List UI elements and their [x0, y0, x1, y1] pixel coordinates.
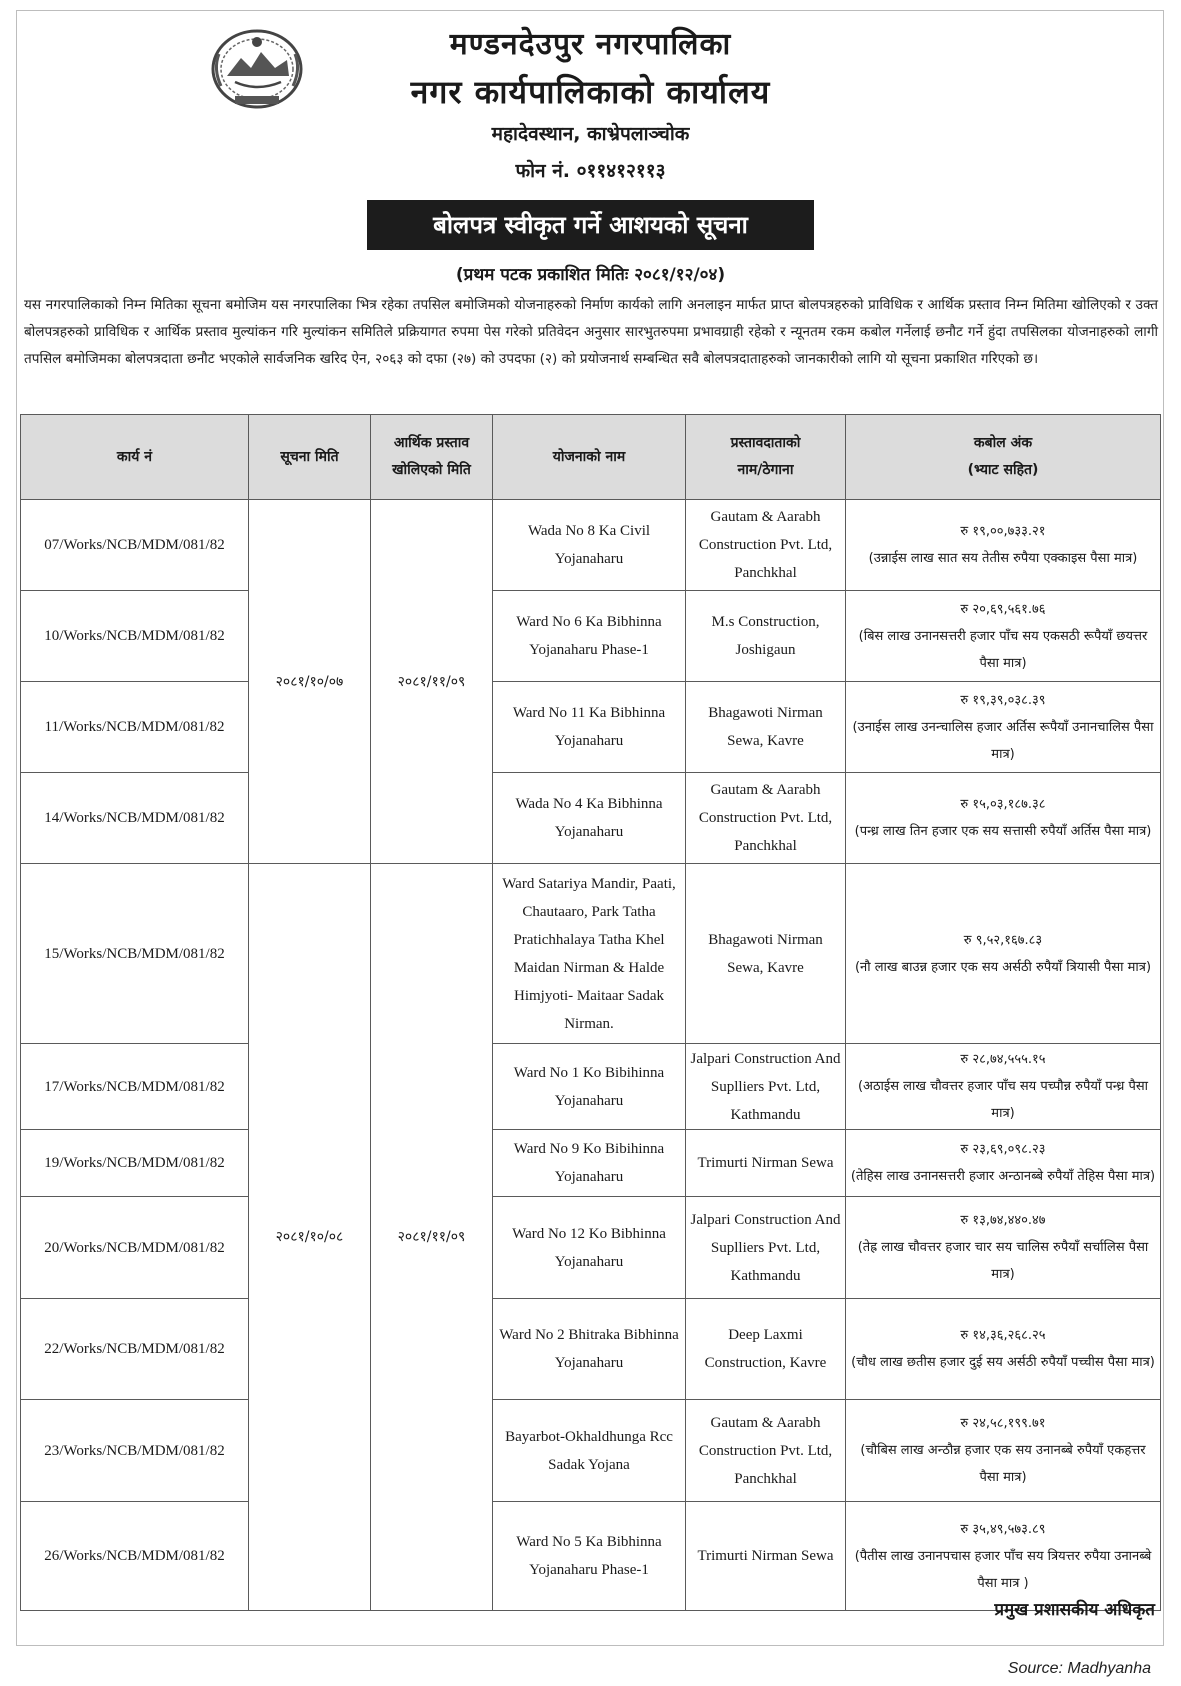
open-date: २०८१/११/०९ — [371, 864, 493, 1611]
bidder: Gautam & Aarabh Construction Pvt. Ltd, Panchkhal — [686, 1400, 846, 1502]
bidder: Trimurti Nirman Sewa — [686, 1130, 846, 1197]
col-open-date: आर्थिक प्रस्ताव खोलिएको मिति — [371, 415, 493, 500]
project-name: Ward No 2 Bhitraka Bibhinna Yojanaharu — [493, 1299, 686, 1400]
table-row — [21, 1044, 1161, 1130]
table-row — [21, 682, 1161, 773]
notice-title: बोलपत्र स्वीकृत गर्ने आशयको सूचना — [367, 200, 814, 250]
published-date: (प्रथम पटक प्रकाशित मितिः २०८१/१२/०४) — [455, 265, 726, 285]
col-project: योजनाको नाम — [493, 415, 686, 500]
notice-date: २०८१/१०/०७ — [249, 500, 371, 864]
col-amount: कबोल अंक (भ्याट सहित) — [846, 415, 1161, 500]
work-no: 15/Works/NCB/MDM/081/82 — [21, 864, 249, 1044]
signature-title: प्रमुख प्रशासकीय अधिकृत — [994, 1600, 1155, 1620]
project-name: Wada No 8 Ka Civil Yojanaharu — [493, 500, 686, 591]
bidder: Bhagawoti Nirman Sewa, Kavre — [686, 682, 846, 773]
table-row — [21, 591, 1161, 682]
col-bidder: प्रस्तावदाताको नाम/ठेगाना — [686, 415, 846, 500]
work-no: 26/Works/NCB/MDM/081/82 — [21, 1502, 249, 1611]
bid-amount: रु २८,७४,५५५.१५ (अठाईस लाख चौवत्तर हजार पाँच सय पच्पौन्न रुपैयाँ पन्ध्र पैसा मात्र) — [846, 1044, 1161, 1130]
bid-amount: रु १३,७४,४४०.४७ (तेह्र लाख चौवत्तर हजार चार सय चालिस रुपैयाँ सर्चालिस पैसा मात्र) — [846, 1197, 1161, 1299]
table-row — [21, 1400, 1161, 1502]
project-name: Ward Satariya Mandir, Paati, Chautaaro, Park Tatha Pratichhalaya Tatha Khel Maidan Nirman & Halde Himjyoti- Maitaar Sadak Nirman. — [493, 864, 686, 1044]
office-name: नगर कार्यपालिकाको कार्यालय — [410, 73, 771, 111]
source-credit: Source: Madhyanha — [1007, 1660, 1151, 1677]
bidder: Bhagawoti Nirman Sewa, Kavre — [686, 864, 846, 1044]
bid-amount: रु २४,५८,१९९.७१ (चौबिस लाख अन्ठौन्न हजार एक सय उनानब्बे रुपैयाँ एकहत्तर पैसा मात्र) — [846, 1400, 1161, 1502]
table-row — [21, 500, 1161, 591]
office-phone: फोन नं. ०११४१२११३ — [515, 160, 666, 182]
work-no: 07/Works/NCB/MDM/081/82 — [21, 500, 249, 591]
bid-amount: रु १४,३६,२६८.२५ (चौध लाख छतीस हजार दुई सय अर्सठी रुपैयाँ पच्चीस पैसा मात्र) — [846, 1299, 1161, 1400]
bid-amount: रु ९,५२,१६७.८३ (नौ लाख बाउन्न हजार एक सय अर्सठी रुपैयाँ त्रियासी पैसा मात्र) — [846, 864, 1161, 1044]
project-name: Bayarbot-Okhaldhunga Rcc Sadak Yojana — [493, 1400, 686, 1502]
bidder: Deep Laxmi Construction, Kavre — [686, 1299, 846, 1400]
table-row — [21, 864, 1161, 1044]
table-row — [21, 1130, 1161, 1197]
table-row — [21, 1299, 1161, 1400]
work-no: 14/Works/NCB/MDM/081/82 — [21, 773, 249, 864]
notice-date: २०८१/१०/०८ — [249, 864, 371, 1611]
open-date: २०८१/११/०९ — [371, 500, 493, 864]
table-row — [21, 1502, 1161, 1611]
bid-table — [20, 414, 1161, 1611]
project-name: Ward No 9 Ko Bibihinna Yojanaharu — [493, 1130, 686, 1197]
bidder: M.s Construction, Joshigaun — [686, 591, 846, 682]
bid-amount: रु १९,३९,०३८.३९ (उनाईस लाख उनन्चालिस हजार अर्तिस रूपैयाँ उनानचालिस पैसा मात्र) — [846, 682, 1161, 773]
project-name: Wada No 4 Ka Bibhinna Yojanaharu — [493, 773, 686, 864]
notice-body: यस नगरपालिकाको निम्न मितिका सूचना बमोजिम यस नगरपालिका भित्र रहेका तपसिल बमोजिमको योजनाहरुको निर्माण कार्यको लागि अनलाइन मार्फत प्राप्त बोलपत्रहरुको प्राविधिक र आर्थिक प्रस्ताव निम्न मितिमा खोलिएको र उक्त बोलपत्रहरुको प्राविधिक र आर्थिक प्रस्ताव मुल्यांकन गरि मुल्यांकन समितिले प्रक्रियागत रुपमा पेस गरेको प्रतिवेदन अनुसार सारभुतरुपमा प्रभावग्राही रहेको र न्यूनतम रकम कबोल गर्नेलाई छनौट गर्ने हुंदा तपसिलका योजनाहरुको लागी तपसिल बमोजिमका बोलपत्रदाता छनौट भएकोले सार्वजनिक खरिद ऐन, २०६३ को दफा (२७) को उपदफा (२) को प्रयोजनार्थ सम्बन्धित सवै बोलपत्रदाताहरुको जानकारीको लागि यो सूचना प्रकाशित गरिएको छ। — [24, 297, 1158, 367]
bid-amount: रु २०,६९,५६१.७६ (बिस लाख उनानसत्तरी हजार पाँच सय एकसठी रूपैयाँ छयत्तर पैसा मात्र) — [846, 591, 1161, 682]
work-no: 11/Works/NCB/MDM/081/82 — [21, 682, 249, 773]
project-name: Ward No 12 Ko Bibhinna Yojanaharu — [493, 1197, 686, 1299]
work-no: 10/Works/NCB/MDM/081/82 — [21, 591, 249, 682]
table-header-row — [21, 415, 1161, 500]
bidder: Gautam & Aarabh Construction Pvt. Ltd, Panchkhal — [686, 773, 846, 864]
project-name: Ward No 1 Ko Bibihinna Yojanaharu — [493, 1044, 686, 1130]
bidder: Jalpari Construction And Suplliers Pvt. Ltd, Kathmandu — [686, 1197, 846, 1299]
bidder: Jalpari Construction And Suplliers Pvt. Ltd, Kathmandu — [686, 1044, 846, 1130]
project-name: Ward No 5 Ka Bibhinna Yojanaharu Phase-1 — [493, 1502, 686, 1611]
project-name: Ward No 6 Ka Bibhinna Yojanaharu Phase-1 — [493, 591, 686, 682]
bidder: Gautam & Aarabh Construction Pvt. Ltd, Panchkhal — [686, 500, 846, 591]
work-no: 22/Works/NCB/MDM/081/82 — [21, 1299, 249, 1400]
work-no: 19/Works/NCB/MDM/081/82 — [21, 1130, 249, 1197]
table-row — [21, 773, 1161, 864]
work-no: 20/Works/NCB/MDM/081/82 — [21, 1197, 249, 1299]
bid-amount: रु १५,०३,१८७.३८ (पन्ध्र लाख तिन हजार एक सय सत्तासी रुपैयाँ अर्तिस पैसा मात्र) — [846, 773, 1161, 864]
bid-amount: रु २३,६९,०९८.२३ (तेहिस लाख उनानसत्तरी हजार अन्ठानब्बे रुपैयाँ तेहिस पैसा मात्र) — [846, 1130, 1161, 1197]
bid-amount: रु ३५,४९,५७३.८९ (पैतीस लाख उनानपचास हजार पाँच सय त्रियत्तर रुपैया उनानब्बे पैसा मात्र ) — [846, 1502, 1161, 1611]
municipality-name: मण्डनदेउपुर नगरपालिका — [449, 27, 732, 62]
bidder: Trimurti Nirman Sewa — [686, 1502, 846, 1611]
col-notice-date: सूचना मिति — [249, 415, 371, 500]
office-address: महादेवस्थान, काभ्रेपलाञ्चोक — [491, 123, 690, 145]
table-row — [21, 1197, 1161, 1299]
project-name: Ward No 11 Ka Bibhinna Yojanaharu — [493, 682, 686, 773]
work-no: 23/Works/NCB/MDM/081/82 — [21, 1400, 249, 1502]
work-no: 17/Works/NCB/MDM/081/82 — [21, 1044, 249, 1130]
col-work-no: कार्य नं — [21, 415, 249, 500]
bid-amount: रु १९,००,७३३.२१ (उन्नाईस लाख सात सय तेतीस रुपैया एक्काइस पैसा मात्र) — [846, 500, 1161, 591]
